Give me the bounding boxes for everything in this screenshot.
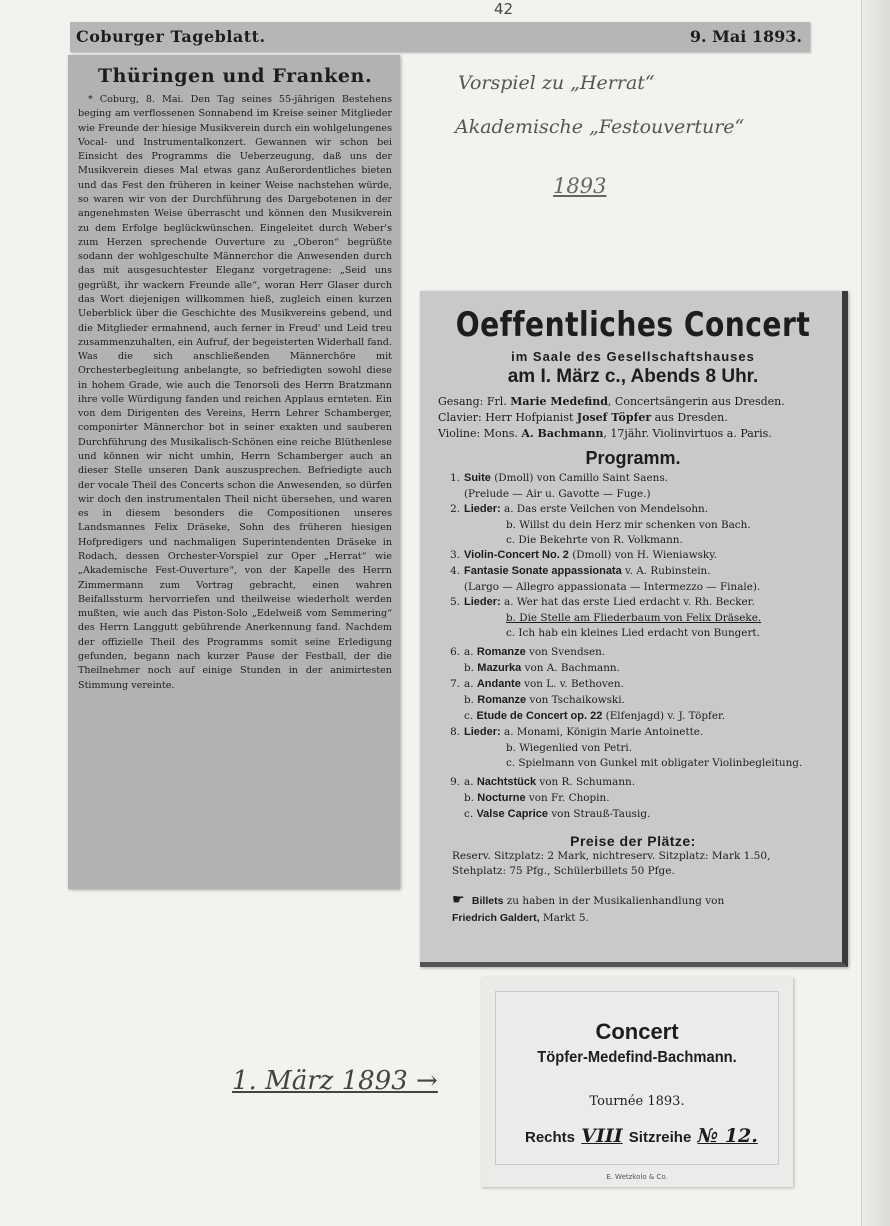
ticket-sales-info: ☛ Billets zu haben in der Musikalienhandlung von Friedrich Galdert, Markt 5. (452, 892, 725, 925)
ticket-performers: Töpfer-Medefind-Bachmann. (537, 1049, 737, 1066)
program-item: 7. a. Andante von L. v. Bethoven. (450, 677, 624, 690)
ticket-seat: Rechts VIII Sitzreihe № 12. (525, 1125, 758, 1147)
program-subline: c. Die Bekehrte von R. Volkmann. (506, 533, 683, 546)
program-subline: (Prelude — Air u. Gavotte — Fuge.) (464, 487, 651, 500)
program-item: 4. Fantasie Sonate appassionata v. A. Rubinstein. (450, 564, 711, 577)
handwritten-note-festouverture: Akademische „Festouverture“ (455, 116, 745, 138)
program-heading: Programm. (585, 447, 681, 468)
performer-row: Clavier: Herr Hofpianist Josef Töpfer aus Dresden. (438, 410, 728, 424)
program-item: 6. a. Romanze von Svendsen. (450, 645, 606, 658)
program-subline-underlined: b. Die Stelle am Fliederbaum von Felix Dräseke. (506, 611, 762, 624)
ticket-row-handwritten: VIII (581, 1125, 623, 1147)
concert-ticket (481, 977, 793, 1187)
poster-venue: im Saale des Gesellschaftshauses (511, 349, 755, 364)
ticket-printer: E. Wetzkolo & Co. (606, 1173, 668, 1181)
prices-heading: Preise der Plätze: (570, 832, 696, 849)
program-item: 5. Lieder: a. Wer hat das erste Lied erdacht v. Rh. Becker. (450, 595, 755, 608)
album-page-edge (861, 0, 890, 1226)
performer-row: Gesang: Frl. Marie Medefind, Concertsängerin aus Dresden. (438, 395, 785, 408)
program-item: 9. a. Nachtstück von R. Schumann. (450, 775, 636, 788)
program-subline: b. Wiegenlied von Petri. (506, 741, 633, 754)
program-item: 8. Lieder: a. Monami, Königin Marie Antoinette. (450, 725, 704, 738)
program-subline: c. Ich hab ein kleines Lied erdacht von Bungert. (506, 626, 760, 639)
handwritten-note-date: 1. März 1893 → (232, 1066, 438, 1096)
article-title: Thüringen und Franken. (97, 65, 373, 87)
performer-row: Violine: Mons. A. Bachmann, 17jähr. Violinvirtuos a. Paris. (438, 426, 772, 440)
page-number: 42 (494, 0, 514, 18)
prices: Reserv. Sitzplatz: 2 Mark, nichtreserv. Sitzplatz: Mark 1.50, Stehplatz: 75 Pfg., Schülerbillets 50 Pfge. (452, 849, 771, 878)
program-subline: c. Spielmann von Gunkel mit obligater Violinbegleitung. (506, 756, 803, 769)
program-subline: (Largo — Allegro appassionata — Intermezzo — Finale). (464, 580, 761, 593)
program-subline: b. Willst du dein Herz mir schenken von Bach. (506, 518, 751, 531)
program-item: 2. Lieder: a. Das erste Veilchen von Mendelsohn. (450, 502, 709, 515)
newspaper-name: Coburger Tageblatt. (76, 27, 266, 46)
ticket-tour: Tournée 1893. (589, 1094, 685, 1109)
program-item: 3. Violin-Concert No. 2 (Dmoll) von H. Wieniawsky. (450, 548, 718, 561)
ticket-seat-handwritten: № 12. (697, 1125, 758, 1147)
article-body: * Coburg, 8. Mai. Den Tag seines 55-jährigen Bestehens beging am verflossenen Sonnabend im Kreise seiner Mitglieder wie Freunde der hiesige Musikverein durch ein wohlgelungenes Vocal- und Instrumentalkonzert. Gewannen wir schon bei Einsicht des Programms die Ueberzeugung, daß uns der Musikverein dieses Mal etwas ganz Außerordentliches bieten und das Fest den früheren in keiner Weise nachstehen würde, so waren wir von der Durchführung des Dargebotenen in der angenehmsten Weise überrascht und können den Musikverein zu dem Erfolge beglückwünschen. Eingeleitet durch Weber's zum Herzen sprechende Ouverture zu „Oberon“ begrüßte sodann der wohlgeschulte Männerchor die Anwesenden durch das mit ausgesuchtester Eleganz vorgetragene: „Seid uns gegrüßt, ihr wackern Freunde alle“, woran Herr Glaser durch das Wort diejenigen willkommen hieß, zugleich einen kurzen Ueberblick über die Geschichte des Musikvereins gebend, und die Mitglieder ermahnend, auch ferner in Freud' und Leid treu zusammenzuhalten, ein Aufruf, der begeisterten Widerhall fand. Was die sich anschließenden Männerchöre mit Orchesterbegleitung anbelangte, so befriedigten sowohl diese in hohem Grade, wie auch die Tenorsoli des Herrn Bratzmann ihre volle Würdigung fanden und reichen Applaus ernteten. Ein von dem Dirigenten des Vereins, Herrn Lehrer Schamberger, componirter Männerchor bot in seiner exakten und sauberen Durchführung des Musikalisch-Schönen eine reiche Blüthenlese und können wir nicht umhin, Herrn Schamberger auch an dieser Stelle unseren Dank auszusprechen. Befriedigte auch der vocale Theil des Concerts schon die Anwesenden, so dürfen wir doch den instrumentalen Theil nicht übersehen, und waren es in diesem besonders die Compositionen unseres Landsmannes Felix Dräseke, Sohn des früheren hiesigen Hofpredigers und nachmaligen Superintendenten Dräseke in Rodach, dessen Orchester-Vorspiel zur Oper „Herrat“ wie „Akademische Fest-Ouverture“, von der Kapelle des Herrn Zimmermann zum Vortrag gebracht, einen wahren Beifallssturm hervorriefen und theilweise wiederholt werden mußten, wie auch das Piston-Solo „Edelweiß vom Semmering“ des Herrn Langgutt gebührende Anerkennung fand. Nachdem der offizielle Theil des Programms somit seine Erledigung gefunden, begann nach kurzer Pause der Festball, der die Theilnehmer noch auf einige Stunden in der animirtesten Stimmung vereinte. (78, 94, 392, 691)
program-list: 1. Suite (Dmoll) von Camillo Saint Saens. (Prelude — Air u. Gavotte — Fuge.) 2. Lieder: a. Das erste Veilchen von Mendelsohn. b. Willst du dein Herz mir schenken von Bach. c. Die Bekehrte von R. Volkmann. 3. Violin-Concert No. 2 (Dmoll) von H. Wieniawsky. 4. Fantasie Sonate appassionata v. A. Rubinstein. (Largo — Allegro appassionata — Intermezzo — Finale). 5. Lieder: a. Wer hat das erste Lied erdacht v. Rh. Becker. b. Die Stelle am Fliederbaum von Felix Dräseke. c. Ich hab ein kleines Lied erdacht von Bungert. 6. a. Romanze von Svendsen. b. Mazurka von A. Bachmann. 7. a. Andante von L. v. Bethoven. b. Romanze von Tschaikowski. c. Etude de Concert op. 22 (Elfenjagd) v. J. Töpfer. 8. Lieder: a. Monami, Königin Marie Antoinette. b. Wiegenlied von Petri. c. Spielmann von Gunkel mit obligater Violinbegleitung. 9. a. Nachtstück von R. Schumann. b. Nocturne von Fr. Chopin. c. Valse Caprice von Strauß-Tausig. (438, 471, 828, 823)
pointing-hand-icon: ☛ (452, 892, 465, 909)
ticket-title: Concert (595, 1019, 679, 1044)
newspaper-date: 9. Mai 1893. (689, 27, 802, 46)
concert-poster (420, 291, 848, 967)
handwritten-note-vorspiel: Vorspiel zu „Herrat“ (458, 72, 655, 94)
poster-date: am I. März c., Abends 8 Uhr. (507, 366, 759, 387)
newspaper-article (68, 55, 400, 889)
poster-title: Oeffentliches Concert (455, 305, 811, 345)
program-item: 1. Suite (Dmoll) von Camillo Saint Saens. (450, 471, 668, 484)
handwritten-note-year: 1893 (553, 174, 607, 198)
newspaper-header (70, 22, 810, 52)
performer-list (438, 394, 828, 442)
